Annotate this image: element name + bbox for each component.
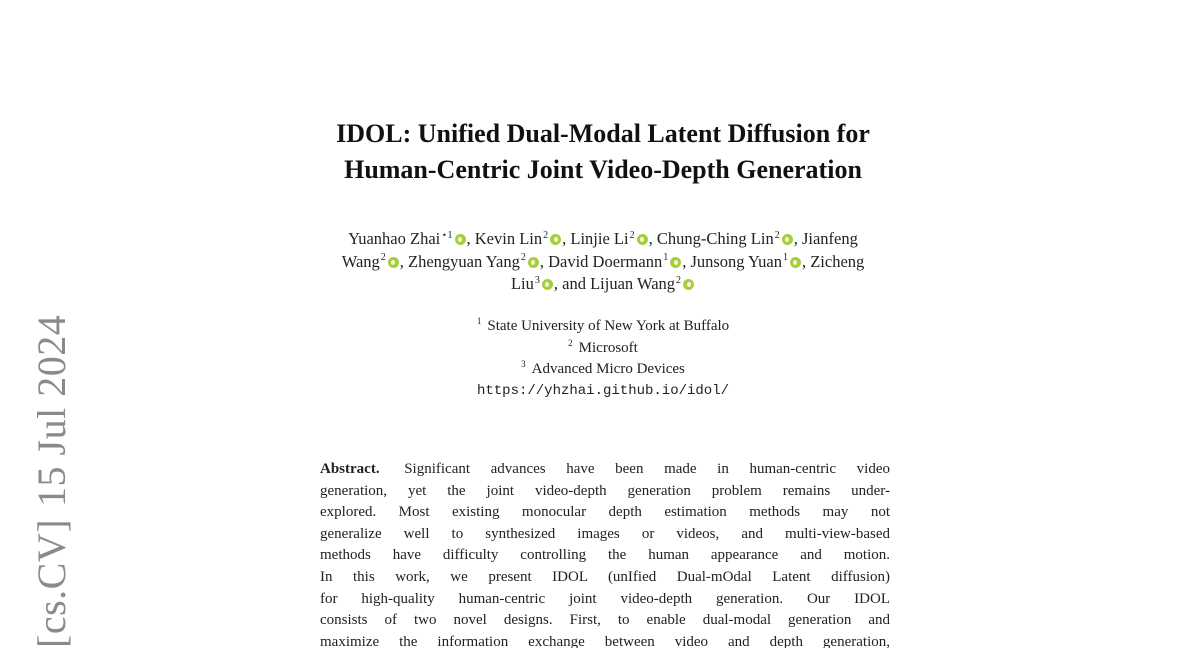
author-mark: 2 bbox=[676, 274, 682, 286]
orcid-icon[interactable] bbox=[782, 234, 793, 245]
arxiv-side-stamp bbox=[28, 303, 75, 648]
author-name: , David Doermann bbox=[539, 251, 663, 271]
author-name: Yuanhao Zhai bbox=[348, 229, 441, 248]
author-list bbox=[262, 228, 944, 296]
abstract-line: In this work, we present IDOL (unIfied Dual-mOdal Latent diffusion) bbox=[320, 568, 890, 585]
author-name: Liu bbox=[510, 274, 534, 293]
affiliation-list bbox=[300, 316, 906, 402]
author-name: , and Lijuan Wang bbox=[553, 274, 676, 293]
author-mark: 2 bbox=[774, 229, 780, 241]
affiliation-name: Advanced Micro Devices bbox=[531, 361, 685, 377]
author-name: , Linjie Li bbox=[562, 229, 629, 248]
author-name: , Kevin Lin bbox=[466, 229, 543, 248]
author-mark: 2 bbox=[543, 229, 549, 241]
abstract-label: Abstract. bbox=[320, 461, 380, 477]
author-mark: 1 bbox=[663, 252, 669, 263]
orcid-icon[interactable] bbox=[528, 257, 539, 268]
orcid-icon[interactable] bbox=[542, 279, 553, 290]
author-name: , Jianfeng bbox=[793, 229, 858, 248]
orcid-icon[interactable] bbox=[670, 257, 681, 268]
author-name: , Junsong Yuan bbox=[682, 251, 782, 271]
orcid-icon[interactable] bbox=[388, 257, 399, 268]
author-line-3 bbox=[262, 273, 944, 296]
affiliation-item bbox=[300, 338, 906, 360]
author-mark: 2 bbox=[629, 229, 635, 241]
orcid-icon[interactable] bbox=[637, 234, 648, 245]
author-mark: 2 bbox=[520, 252, 526, 263]
arxiv-date: 15 Jul 2024 bbox=[29, 314, 74, 507]
author-name: , Chung-Ching Lin bbox=[648, 229, 774, 248]
affiliation-item bbox=[300, 316, 906, 338]
author-mark: 3 bbox=[534, 274, 540, 286]
abstract-line: methods have difficulty controlling the human appearance and motion. bbox=[320, 547, 890, 564]
author-line-1 bbox=[262, 228, 944, 251]
orcid-icon[interactable] bbox=[683, 279, 694, 290]
orcid-icon[interactable] bbox=[550, 234, 561, 245]
author-mark: 2 bbox=[380, 252, 386, 263]
author-name: , Zicheng bbox=[801, 251, 865, 271]
orcid-icon[interactable] bbox=[455, 234, 466, 245]
abstract-line: explored. Most existing monocular depth estimation methods may not bbox=[320, 504, 890, 521]
abstract-section bbox=[320, 459, 890, 648]
project-url-link[interactable]: https://yhzhai.github.io/idol/ bbox=[476, 382, 730, 399]
arxiv-category: [cs.CV] bbox=[29, 518, 74, 648]
affiliation-item bbox=[300, 359, 906, 381]
paper-title bbox=[200, 116, 1006, 188]
abstract-line: for high-quality human-centric joint video-depth generation. Our IDOL bbox=[320, 590, 890, 607]
affiliation-name: State University of New York at Buffalo bbox=[487, 318, 730, 334]
abstract-line: generation, yet the joint video-depth generation problem remains under- bbox=[320, 482, 890, 499]
author-line-2 bbox=[262, 251, 944, 274]
abstract-line: maximize the information exchange between video and depth generation, bbox=[320, 633, 890, 648]
abstract-line: generalize well to synthesized images or videos, and multi-view-based bbox=[320, 525, 890, 542]
author-mark: ⋆1 bbox=[441, 229, 453, 241]
affiliation-name: Microsoft bbox=[578, 339, 638, 356]
author-name: , Zhengyuan Yang bbox=[399, 251, 520, 271]
orcid-icon[interactable] bbox=[790, 257, 801, 268]
author-name: Wang bbox=[341, 251, 380, 271]
affiliation-mark: 1 bbox=[476, 316, 482, 326]
abstract-line bbox=[320, 459, 890, 481]
abstract-text: Significant advances have been made in human-centric video bbox=[404, 461, 891, 477]
author-mark: 1 bbox=[782, 252, 788, 263]
title-line-1: IDOL: Unified Dual-Modal Latent Diffusion for bbox=[336, 119, 870, 148]
affiliation-mark: 3 bbox=[521, 359, 526, 369]
abstract-line: consists of two novel designs. First, to enable dual-modal generation and bbox=[320, 612, 890, 629]
title-line-2: Human-Centric Joint Video-Depth Generation bbox=[344, 155, 862, 184]
affiliation-mark: 2 bbox=[568, 337, 573, 348]
